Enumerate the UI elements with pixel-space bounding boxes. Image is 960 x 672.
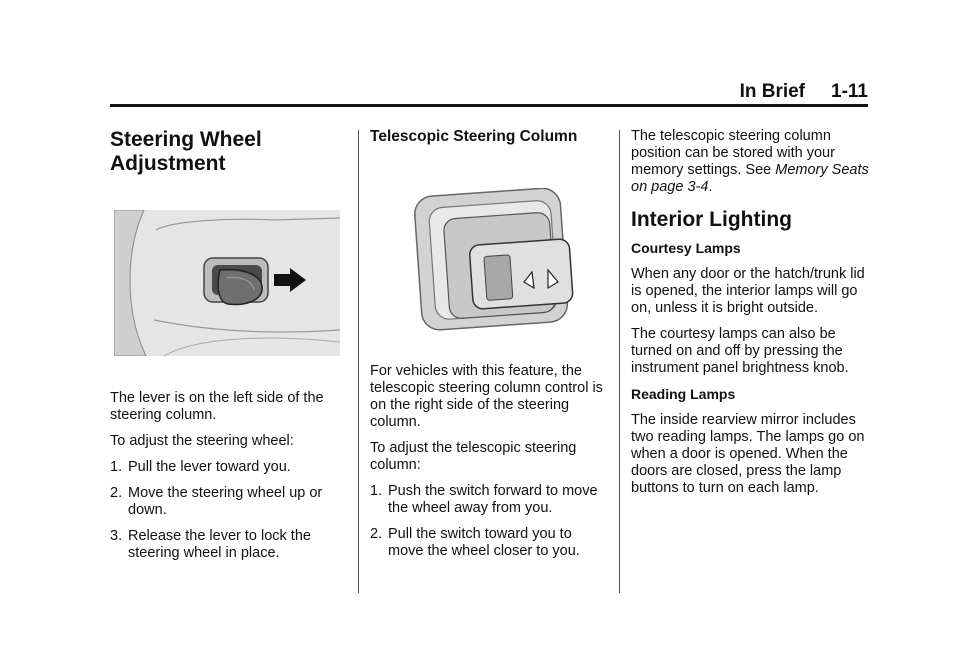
paragraph: The courtesy lamps can also be turned on and off by pressing the instrument panel brightness knob. [631,326,849,376]
heading-telescopic-steering-column: Telescopic Steering Column [370,128,578,145]
steps-list [110,459,342,562]
paragraph: For vehicles with this feature, the telescopic steering column control is on the right side of the steering column. [370,363,603,430]
paragraph: When any door or the hatch/trunk lid is opened, the interior lamps will go on, unless it is bright outside. [631,266,865,316]
paragraph: The inside rearview mirror includes two reading lamps. The lamps go on when a door is opened. When the doors are closed, press the lamp buttons to turn on each lamp. [631,412,865,496]
cross-reference-link[interactable]: Memory Seats on page 3-4 [631,162,869,195]
steps-list [370,483,608,560]
list-item: 2. Move the steering wheel up or down. [110,485,323,518]
telescopic-switch-illustration [412,188,582,333]
list-item: 2. Pull the switch toward you to move the wheel closer to you. [370,526,580,559]
column-steering-wheel [110,128,342,571]
subheading-courtesy-lamps: Courtesy Lamps [631,240,741,256]
paragraph-memory-settings: The telescopic steering column position can be stored with your memory settings. See Memory Seats on page 3-4. [631,128,869,195]
page-number: 1-11 [831,81,868,102]
column-divider-1 [358,130,359,593]
column-divider-2 [619,130,620,593]
paragraph: To adjust the telescopic steering column: [370,440,577,473]
list-item: 1. Push the switch forward to move the wheel away from you. [370,483,598,516]
heading-steering-wheel-adjustment: Steering Wheel Adjustment [110,128,262,175]
heading-interior-lighting: Interior Lighting [631,208,792,231]
section-title: In Brief [739,81,806,102]
header-rule [110,104,868,107]
column-telescopic [370,128,608,569]
steering-lever-illustration [114,210,340,356]
list-item: 3. Release the lever to lock the steering wheel in place. [110,528,311,561]
paragraph: The lever is on the left side of the steering column. [110,390,324,423]
column-interior-lighting [631,128,871,506]
subheading-reading-lamps: Reading Lamps [631,386,736,402]
list-item: 1. Pull the lever toward you. [110,459,291,475]
paragraph: To adjust the steering wheel: [110,433,294,449]
page-header [110,80,868,104]
